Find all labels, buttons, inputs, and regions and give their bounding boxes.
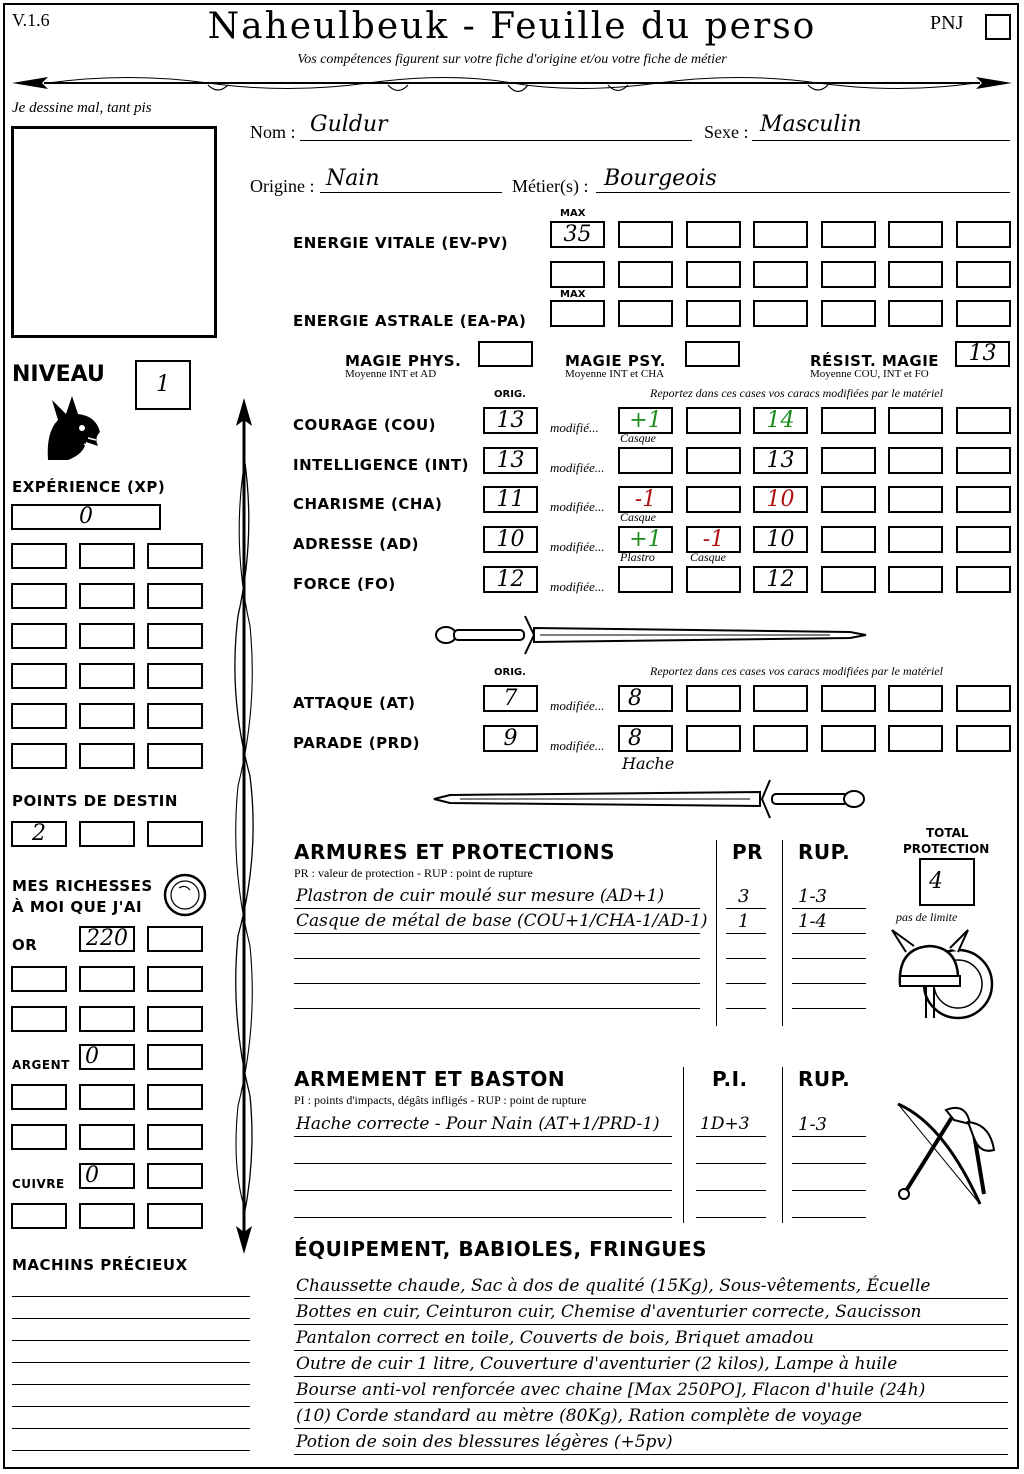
ev-track2-box-0[interactable] [550, 261, 605, 288]
resist-magie-box[interactable]: 13 [955, 341, 1010, 367]
equipement-line[interactable]: Chaussette chaude, Sac à dos de qualité (15Kg), Sous-vêtements, Écuelle [296, 1276, 931, 1296]
armement-note: PI : points d'impacts, dégâts infligés - RUP : point de rupture [294, 1093, 587, 1107]
or-box[interactable]: 220 [79, 926, 135, 952]
combat-label: PARADE (PRD) [293, 734, 421, 752]
machins-label: MACHINS PRÉCIEUX [12, 1256, 188, 1274]
stat-modif-box[interactable] [618, 566, 673, 593]
page-subtitle: Vos compétences figurent sur votre fiche d'origine et/ou votre fiche de métier [297, 52, 727, 67]
sexe-label: Sexe : [704, 122, 749, 142]
ea-track-box-6[interactable] [956, 300, 1011, 327]
argent-grid-box[interactable] [11, 1124, 67, 1150]
stat-modif-box[interactable]: +1 [618, 407, 673, 434]
ev-track2-box-3[interactable] [753, 261, 808, 288]
combat-modif-box[interactable] [753, 685, 808, 712]
reportez-note-1: Reportez dans ces cases vos caracs modifiées par le matériel [650, 386, 943, 400]
arme-line [294, 1163, 672, 1164]
or-grid-box[interactable] [147, 1006, 203, 1032]
armure-pr[interactable]: 3 [738, 886, 750, 907]
combat-modif-label: modifiée... [550, 738, 605, 753]
magie-psy-label: MAGIE PSY. [565, 352, 666, 370]
argent-grid-box[interactable] [79, 1124, 135, 1150]
ea-max-box[interactable] [550, 300, 605, 327]
ev-max-label: MAX [560, 208, 586, 219]
stat-label: FORCE (FO) [293, 575, 396, 593]
armure-pr-line [726, 1008, 766, 1009]
equipement-title: ÉQUIPEMENT, BABIOLES, FRINGUES [294, 1237, 708, 1261]
combat-modif-label: modifiée... [550, 698, 605, 713]
armures-sep-1 [716, 840, 717, 1026]
stat-modif-box[interactable]: -1 [686, 526, 741, 553]
combat-modif-box[interactable] [821, 725, 876, 752]
xp-box[interactable] [11, 623, 67, 649]
richesses-label-1: MES RICHESSES [12, 877, 153, 895]
ev-track2-box-4[interactable] [821, 261, 876, 288]
equipement-underline [294, 1454, 1008, 1455]
armement-sep-1 [683, 1067, 684, 1223]
machins-line[interactable] [12, 1428, 250, 1429]
stat-modif-box[interactable] [618, 447, 673, 474]
nom-value[interactable]: Guldur [310, 112, 388, 137]
stat-final-box[interactable]: 14 [753, 407, 808, 434]
xp-box[interactable] [79, 543, 135, 569]
armement-pi-label: P.I. [712, 1067, 748, 1091]
stat-modif-box[interactable]: -1 [618, 486, 673, 513]
spear-icon [226, 396, 262, 1256]
stat-modif-box[interactable] [888, 566, 943, 593]
spear-divider-icon [8, 68, 1016, 98]
xp-box[interactable] [11, 743, 67, 769]
xp-box[interactable]: 0 [11, 504, 161, 530]
stat-modif-box[interactable] [888, 447, 943, 474]
stat-modif-box[interactable] [686, 447, 741, 474]
stat-final-box[interactable]: 10 [753, 526, 808, 553]
xp-box[interactable] [147, 623, 203, 649]
armure-pr-line [726, 933, 766, 934]
armure-rup-line [792, 933, 866, 934]
argent-grid-box[interactable] [147, 1124, 203, 1150]
stat-modif-box[interactable] [686, 566, 741, 593]
combat-modif-box[interactable] [686, 685, 741, 712]
arme-rup[interactable]: 1-3 [798, 1114, 827, 1135]
stat-modif-label: modifiée... [550, 460, 605, 475]
combat-modif-box[interactable] [956, 725, 1011, 752]
stat-orig-box[interactable]: 13 [483, 447, 538, 474]
stat-modif-box[interactable] [956, 526, 1011, 553]
total-protection-label-1: TOTAL [926, 826, 969, 840]
metier-underline [596, 192, 1010, 193]
stat-label: INTELLIGENCE (INT) [293, 456, 469, 474]
equipement-line[interactable]: (10) Corde standard au mètre (80Kg), Ration complète de voyage [296, 1406, 863, 1426]
machins-line[interactable] [12, 1450, 250, 1451]
origine-underline [320, 192, 502, 193]
ea-track-box-4[interactable] [821, 300, 876, 327]
arme-rup-line [792, 1163, 866, 1164]
cuivre-label: CUIVRE [12, 1177, 65, 1191]
equipement-line[interactable]: Pantalon correct en toile, Couverts de bois, Briquet amadou [296, 1328, 814, 1348]
arme-line [294, 1217, 672, 1218]
stat-final-box[interactable]: 12 [753, 566, 808, 593]
combat-modif-box[interactable] [821, 685, 876, 712]
ev-track-box-2[interactable] [686, 221, 741, 248]
xp-box[interactable] [147, 703, 203, 729]
pas-de-limite-note: pas de limite [896, 910, 958, 924]
metier-value[interactable]: Bourgeois [604, 166, 717, 191]
ea-track-box-5[interactable] [888, 300, 943, 327]
ev-max-box[interactable]: 35 [550, 221, 605, 248]
portrait-box[interactable] [11, 126, 217, 338]
or-grid-box[interactable] [147, 966, 203, 992]
stat-orig-box[interactable]: 13 [483, 407, 538, 434]
destin-box-1[interactable]: 2 [11, 821, 67, 847]
xp-box[interactable] [79, 623, 135, 649]
armures-title: ARMURES ET PROTECTIONS [294, 840, 615, 864]
niveau-label: NIVEAU [12, 362, 105, 387]
xp-box[interactable] [79, 703, 135, 729]
armure-pr[interactable]: 1 [738, 911, 750, 932]
reportez-note-2: Reportez dans ces cases vos caracs modifiées par le matériel [650, 664, 943, 678]
combat-modif-box[interactable]: 8 [618, 685, 673, 712]
combat-modif-box[interactable]: 8 [618, 725, 673, 752]
helmet-shield-icon [888, 924, 998, 1034]
portrait-caption: Je dessine mal, tant pis [12, 100, 152, 116]
stat-modif-note: Casque [690, 550, 726, 564]
magie-phys-label: MAGIE PHYS. [345, 352, 462, 370]
arme-pi[interactable]: 1D+3 [700, 1114, 750, 1134]
xp-box[interactable] [11, 703, 67, 729]
armure-name[interactable]: Plastron de cuir moulé sur mesure (AD+1) [296, 886, 665, 906]
magie-phys-note: Moyenne INT et AD [345, 368, 437, 380]
armure-line [294, 1008, 700, 1009]
stat-modif-label: modifiée... [550, 579, 605, 594]
argent-box-2[interactable] [147, 1044, 203, 1070]
xp-box[interactable] [147, 543, 203, 569]
ea-max-label: MAX [560, 289, 586, 300]
combat-modif-box[interactable] [888, 725, 943, 752]
ev-label: ENERGIE VITALE (EV-PV) [293, 234, 509, 252]
ev-track2-box-1[interactable] [618, 261, 673, 288]
magie-psy-box[interactable] [685, 341, 740, 367]
combat-label: ATTAQUE (AT) [293, 694, 416, 712]
argent-box[interactable]: 0 [79, 1044, 135, 1070]
machins-line[interactable] [12, 1340, 250, 1341]
stat-modif-box[interactable] [956, 447, 1011, 474]
xp-box[interactable] [79, 583, 135, 609]
ev-track-box-3[interactable] [753, 221, 808, 248]
equipement-underline [294, 1298, 1008, 1299]
armure-name[interactable]: Casque de métal de base (COU+1/CHA-1/AD-1) [296, 911, 708, 931]
armures-rup-label: RUP. [798, 840, 851, 864]
equipement-underline [294, 1376, 1008, 1377]
or-grid-box[interactable] [11, 966, 67, 992]
armure-pr-line [726, 958, 766, 959]
ev-track-box-1[interactable] [618, 221, 673, 248]
armure-rup-line [792, 983, 866, 984]
combat-modif-box[interactable] [753, 725, 808, 752]
orig-label-combat: ORIG. [494, 667, 526, 678]
arme-pi-line [696, 1217, 766, 1218]
argent-label: ARGENT [12, 1058, 70, 1072]
destin-box-2[interactable] [79, 821, 135, 847]
ev-track2-box-5[interactable] [888, 261, 943, 288]
orig-label: ORIG. [494, 389, 526, 400]
ea-track-box-3[interactable] [753, 300, 808, 327]
armure-rup-line [792, 958, 866, 959]
sword-icon-2 [430, 776, 870, 822]
combat-modif-box[interactable] [686, 725, 741, 752]
total-protection-label-2: PROTECTION [903, 842, 990, 856]
armure-line [294, 983, 700, 984]
xp-box[interactable] [11, 663, 67, 689]
stat-modif-box[interactable] [956, 486, 1011, 513]
xp-box[interactable] [147, 743, 203, 769]
machins-line[interactable] [12, 1362, 250, 1363]
xp-box[interactable] [147, 583, 203, 609]
coin-icon [162, 872, 208, 918]
dragon-icon [38, 392, 108, 464]
stat-label: COURAGE (COU) [293, 416, 437, 434]
machins-line[interactable] [12, 1406, 250, 1407]
arme-pi-line [696, 1163, 766, 1164]
argent-grid-box[interactable] [147, 1084, 203, 1110]
sexe-value[interactable]: Masculin [760, 112, 862, 137]
stat-modif-note: Plastro [620, 550, 655, 564]
armures-sep-2 [782, 840, 783, 1026]
combat-modif-box[interactable] [888, 685, 943, 712]
equipement-line[interactable]: Bottes en cuir, Ceinturon cuir, Chemise d'aventurier correcte, Saucisson [296, 1302, 922, 1322]
page-title: Naheulbeuk - Feuille du perso [207, 6, 817, 47]
machins-line[interactable] [12, 1384, 250, 1385]
destin-box-3[interactable] [147, 821, 203, 847]
sword-icon [430, 612, 870, 658]
cuivre-grid-box[interactable] [147, 1203, 203, 1229]
ev-track-box-4[interactable] [821, 221, 876, 248]
arme-pi-line [696, 1136, 766, 1137]
armures-pr-label: PR [732, 840, 764, 864]
machins-line[interactable] [12, 1296, 250, 1297]
stat-modif-box[interactable] [821, 407, 876, 434]
xp-box[interactable] [11, 583, 67, 609]
metier-label: Métier(s) : [512, 176, 589, 196]
stat-label: CHARISME (CHA) [293, 495, 443, 513]
stat-label: ADRESSE (AD) [293, 535, 420, 553]
equipement-line[interactable]: Outre de cuir 1 litre, Couverture d'aventurier (2 kilos), Lampe à huile [296, 1354, 898, 1374]
stat-modif-box[interactable] [686, 486, 741, 513]
ea-track-box-2[interactable] [686, 300, 741, 327]
stat-modif-box[interactable] [956, 566, 1011, 593]
equipement-line[interactable]: Potion de soin des blessures légères (+5pv) [296, 1432, 673, 1452]
equipement-underline [294, 1350, 1008, 1351]
equipement-underline [294, 1324, 1008, 1325]
cuivre-box-2[interactable] [147, 1163, 203, 1189]
nom-underline [300, 140, 692, 141]
stat-modif-note: Casque [620, 510, 656, 524]
stat-modif-box[interactable] [888, 407, 943, 434]
armures-note: PR : valeur de protection - RUP : point de rupture [294, 866, 533, 880]
arme-pi-line [696, 1190, 766, 1191]
machins-line[interactable] [12, 1318, 250, 1319]
ea-label: ENERGIE ASTRALE (EA-PA) [293, 312, 527, 330]
arme-rup-line [792, 1190, 866, 1191]
armure-line [294, 933, 700, 934]
combat-modif-note: Hache [622, 754, 675, 773]
destin-label: POINTS DE DESTIN [12, 792, 178, 810]
combat-orig-box[interactable]: 9 [483, 725, 538, 752]
stat-modif-box[interactable] [956, 407, 1011, 434]
armement-rup-label: RUP. [798, 1067, 851, 1091]
armure-line [294, 958, 700, 959]
magie-psy-note: Moyenne INT et CHA [565, 368, 665, 380]
xp-label: EXPÉRIENCE (XP) [12, 478, 166, 496]
arme-rup-line [792, 1217, 866, 1218]
pnj-checkbox[interactable] [985, 14, 1011, 40]
stat-orig-box[interactable]: 11 [483, 486, 538, 513]
stat-modif-box[interactable] [821, 566, 876, 593]
stat-modif-box[interactable]: +1 [618, 526, 673, 553]
stat-orig-box[interactable]: 10 [483, 526, 538, 553]
weapons-icon [884, 1094, 1004, 1214]
stat-modif-box[interactable] [888, 526, 943, 553]
stat-modif-box[interactable] [821, 526, 876, 553]
arme-rup-line [792, 1136, 866, 1137]
stat-modif-label: modifié... [550, 420, 599, 435]
pnj-label: PNJ [930, 12, 964, 34]
armure-rup[interactable]: 1-4 [798, 911, 827, 932]
total-protection-box[interactable]: 4 [919, 858, 975, 906]
stat-modif-label: modifiée... [550, 499, 605, 514]
magie-phys-box[interactable] [478, 341, 533, 367]
ev-track-box-5[interactable] [888, 221, 943, 248]
xp-box[interactable] [79, 743, 135, 769]
argent-grid-box[interactable] [79, 1084, 135, 1110]
origine-value[interactable]: Nain [326, 166, 380, 191]
arme-name[interactable]: Hache correcte - Pour Nain (AT+1/PRD-1) [296, 1114, 660, 1134]
cuivre-box[interactable]: 0 [79, 1163, 135, 1189]
argent-grid-box[interactable] [11, 1084, 67, 1110]
armure-rup-line [792, 908, 866, 909]
ev-track-box-6[interactable] [956, 221, 1011, 248]
or-grid-box[interactable] [79, 1006, 135, 1032]
stat-final-box[interactable]: 10 [753, 486, 808, 513]
arme-line [294, 1136, 672, 1137]
stat-orig-box[interactable]: 12 [483, 566, 538, 593]
or-box-2[interactable] [147, 926, 203, 952]
origine-label: Origine : [250, 176, 315, 196]
version-label: V.1.6 [12, 10, 50, 30]
nom-label: Nom : [250, 122, 296, 142]
stat-modif-label: modifiée... [550, 539, 605, 554]
ev-track2-box-6[interactable] [956, 261, 1011, 288]
equipement-underline [294, 1428, 1008, 1429]
xp-box[interactable] [147, 663, 203, 689]
or-grid-box[interactable] [11, 1006, 67, 1032]
richesses-label-2: À MOI QUE J'AI [12, 898, 143, 916]
armement-title: ARMEMENT ET BASTON [294, 1067, 566, 1091]
stat-final-box[interactable]: 13 [753, 447, 808, 474]
armement-sep-2 [782, 1067, 783, 1223]
armure-rup-line [792, 1008, 866, 1009]
resist-magie-label: RÉSIST. MAGIE [810, 352, 940, 370]
xp-box[interactable] [11, 543, 67, 569]
armure-pr-line [726, 908, 766, 909]
ev-track2-box-2[interactable] [686, 261, 741, 288]
stat-modif-box[interactable] [821, 486, 876, 513]
or-grid-box[interactable] [79, 966, 135, 992]
resist-magie-note: Moyenne COU, INT et FO [810, 368, 929, 380]
equipement-underline [294, 1402, 1008, 1403]
sexe-underline [752, 140, 1010, 141]
armure-pr-line [726, 983, 766, 984]
equipement-line[interactable]: Bourse anti-vol renforcée avec chaine [Max 250PO], Flacon d'huile (24h) [296, 1380, 926, 1400]
niveau-box[interactable]: 1 [135, 360, 191, 410]
combat-orig-box[interactable]: 7 [483, 685, 538, 712]
cuivre-grid-box[interactable] [11, 1203, 67, 1229]
combat-modif-box[interactable] [956, 685, 1011, 712]
cuivre-grid-box[interactable] [79, 1203, 135, 1229]
or-label: OR [12, 936, 38, 954]
xp-box[interactable] [79, 663, 135, 689]
stat-modif-box[interactable] [888, 486, 943, 513]
armure-rup[interactable]: 1-3 [798, 886, 827, 907]
stat-modif-box[interactable] [686, 407, 741, 434]
stat-modif-box[interactable] [821, 447, 876, 474]
armure-line [294, 908, 700, 909]
stat-modif-note: Casque [620, 431, 656, 445]
arme-line [294, 1190, 672, 1191]
ea-track-box-1[interactable] [618, 300, 673, 327]
